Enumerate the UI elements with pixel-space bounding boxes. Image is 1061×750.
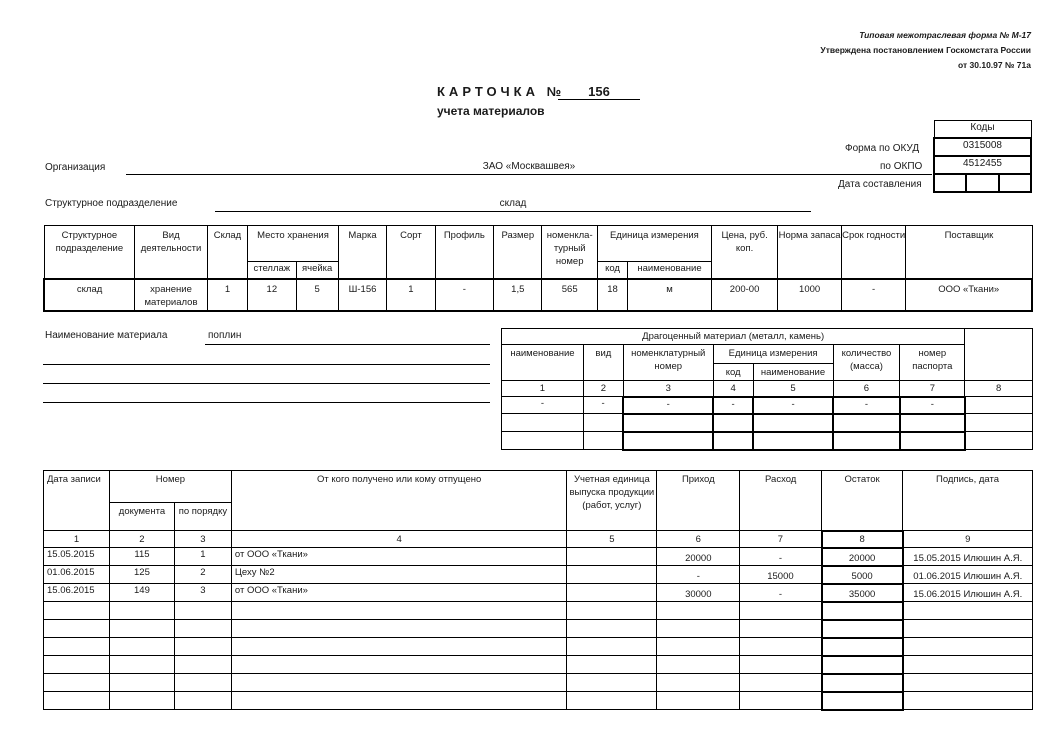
precious-title: Драгоценный материал (металл, камень) bbox=[502, 329, 965, 345]
codes-table bbox=[933, 120, 1032, 193]
th-grade: Сорт bbox=[387, 226, 435, 279]
mnum-7: 7 bbox=[740, 531, 822, 548]
row2-order: 2 bbox=[174, 566, 231, 584]
precious-material-table bbox=[501, 328, 1033, 451]
mnum-6: 6 bbox=[657, 531, 740, 548]
okud-label: Форма по ОКУД bbox=[845, 143, 920, 154]
row1-order: 1 bbox=[174, 548, 231, 566]
okpo-label: по ОКПО bbox=[880, 161, 923, 172]
pnum-6: 6 bbox=[833, 381, 900, 397]
pth-qty: количество (масса) bbox=[833, 345, 900, 381]
row2-date: 01.06.2015 bbox=[44, 566, 110, 584]
row3-in: 30000 bbox=[657, 584, 740, 602]
table-row bbox=[44, 548, 1033, 566]
row3-out: - bbox=[740, 584, 822, 602]
th-profile: Профиль bbox=[435, 226, 493, 279]
row3-from-to: от ООО «Ткани» bbox=[231, 584, 567, 602]
dept-value: склад bbox=[215, 198, 811, 212]
th-warehouse: Склад bbox=[207, 226, 247, 279]
table-row bbox=[44, 692, 1033, 710]
th-unit-name: наименование bbox=[628, 262, 712, 279]
date-label: Дата составления bbox=[838, 179, 922, 190]
pnum-3: 3 bbox=[623, 381, 713, 397]
org-value: ЗАО «Москвашвея» bbox=[126, 161, 932, 175]
card-title: КАРТОЧКА № bbox=[437, 84, 566, 99]
mth-order: по порядку bbox=[174, 503, 231, 531]
mth-unit: Учетная единица выпуска продукции (работ, услуг) bbox=[567, 471, 657, 531]
cell-supplier: ООО «Ткани» bbox=[906, 279, 1032, 311]
row2-sign: 01.06.2015 Илюшин А.Я. bbox=[903, 566, 1033, 584]
th-storage: Место хранения bbox=[248, 226, 339, 262]
pth-name: наименование bbox=[502, 345, 584, 381]
row3-unit bbox=[567, 584, 657, 602]
card-subtitle: учета материалов bbox=[437, 104, 545, 118]
table-row bbox=[44, 602, 1033, 620]
mnum-8: 8 bbox=[822, 531, 903, 548]
form-note bbox=[820, 28, 1031, 73]
th-size: Размер bbox=[494, 226, 542, 279]
pnum-5: 5 bbox=[753, 381, 833, 397]
table-row bbox=[502, 397, 1033, 414]
row1-from-to: от ООО «Ткани» bbox=[231, 548, 567, 566]
table-row bbox=[44, 638, 1033, 656]
material-value: поплин bbox=[208, 330, 242, 341]
table-row bbox=[502, 414, 1033, 432]
mth-number: Номер bbox=[109, 471, 231, 503]
row3-rest: 35000 bbox=[822, 584, 903, 602]
date-day bbox=[934, 174, 966, 192]
pcell-dash-4: - bbox=[713, 397, 753, 414]
cell-price: 200-00 bbox=[711, 279, 778, 311]
th-shelf: Срок годности bbox=[841, 226, 906, 279]
pcell-empty-8 bbox=[965, 397, 1033, 414]
mth-rest: Остаток bbox=[822, 471, 903, 531]
pth-unit: Единица измерения bbox=[713, 345, 833, 364]
th-unit-code: код bbox=[597, 262, 627, 279]
material-line-1 bbox=[205, 344, 490, 345]
precious-numbers-row bbox=[502, 381, 1033, 397]
cell-shelf: - bbox=[841, 279, 906, 311]
precious-blank-header bbox=[965, 329, 1033, 381]
table-row bbox=[44, 620, 1033, 638]
movement-table bbox=[43, 470, 1033, 711]
date-month bbox=[966, 174, 998, 192]
table-row bbox=[44, 584, 1033, 602]
th-struct: Структурное подразделение bbox=[44, 226, 135, 279]
row2-in: - bbox=[657, 566, 740, 584]
cell-profile: - bbox=[435, 279, 493, 311]
material-line-4 bbox=[43, 402, 490, 403]
mth-doc: документа bbox=[109, 503, 174, 531]
table-row bbox=[44, 674, 1033, 692]
card-number: 156 bbox=[558, 84, 640, 100]
material-label: Наименование материала bbox=[45, 330, 168, 341]
pnum-2: 2 bbox=[583, 381, 623, 397]
th-brand: Марка bbox=[338, 226, 386, 279]
pcell-dash-5: - bbox=[753, 397, 833, 414]
th-price: Цена, руб. коп. bbox=[711, 226, 778, 279]
th-activity: Вид деятельности bbox=[135, 226, 208, 279]
mnum-4: 4 bbox=[231, 531, 567, 548]
row1-sign: 15.05.2015 Илюшин А.Я. bbox=[903, 548, 1033, 566]
form-approval-date: от 30.10.97 № 71а bbox=[958, 60, 1031, 70]
th-cell: ячейка bbox=[296, 262, 338, 279]
pnum-7: 7 bbox=[900, 381, 965, 397]
pcell-dash-6: - bbox=[833, 397, 900, 414]
th-unit: Единица измерения bbox=[597, 226, 711, 262]
okpo-value: 4512455 bbox=[934, 156, 1031, 174]
row1-rest: 20000 bbox=[822, 548, 903, 566]
mth-from-to: От кого получено или кому отпущено bbox=[231, 471, 567, 531]
cell-unit-code: 18 bbox=[597, 279, 627, 311]
pth-kind: вид bbox=[583, 345, 623, 381]
mnum-2: 2 bbox=[109, 531, 174, 548]
mnum-5: 5 bbox=[567, 531, 657, 548]
pcell-dash-2: - bbox=[583, 397, 623, 414]
okud-value: 0315008 bbox=[934, 138, 1031, 156]
row1-doc: 115 bbox=[109, 548, 174, 566]
cell-nomenclature: 565 bbox=[542, 279, 597, 311]
table-row bbox=[502, 432, 1033, 450]
table-row bbox=[44, 279, 1032, 311]
mth-in: Приход bbox=[657, 471, 740, 531]
row2-from-to: Цеху №2 bbox=[231, 566, 567, 584]
cell-size: 1,5 bbox=[494, 279, 542, 311]
mth-date: Дата записи bbox=[44, 471, 110, 531]
pth-code: код bbox=[713, 364, 753, 381]
codes-header: Коды bbox=[934, 121, 1031, 139]
date-year bbox=[999, 174, 1031, 192]
pcell-dash-7: - bbox=[900, 397, 965, 414]
table-row bbox=[44, 656, 1033, 674]
cell-brand: Ш-156 bbox=[338, 279, 386, 311]
mth-out: Расход bbox=[740, 471, 822, 531]
row1-out: - bbox=[740, 548, 822, 566]
mth-sign: Подпись, дата bbox=[903, 471, 1033, 531]
pth-nomenclature: номенклатурный номер bbox=[623, 345, 713, 381]
cell-cell: 5 bbox=[296, 279, 338, 311]
row1-in: 20000 bbox=[657, 548, 740, 566]
pnum-8: 8 bbox=[965, 381, 1033, 397]
mnum-9: 9 bbox=[903, 531, 1033, 548]
pnum-4: 4 bbox=[713, 381, 753, 397]
material-attributes-table bbox=[43, 225, 1033, 312]
row3-sign: 15.06.2015 Илюшин А.Я. bbox=[903, 584, 1033, 602]
pcell-dash-1: - bbox=[502, 397, 584, 414]
dept-label: Структурное подразделение bbox=[45, 198, 178, 209]
mnum-3: 3 bbox=[174, 531, 231, 548]
row3-order: 3 bbox=[174, 584, 231, 602]
cell-warehouse: 1 bbox=[207, 279, 247, 311]
pcell-dash-3: - bbox=[623, 397, 713, 414]
th-norm: Норма запаса bbox=[778, 226, 842, 279]
th-rack: стеллаж bbox=[248, 262, 296, 279]
pnum-1: 1 bbox=[502, 381, 584, 397]
row2-unit bbox=[567, 566, 657, 584]
row3-date: 15.06.2015 bbox=[44, 584, 110, 602]
row1-date: 15.05.2015 bbox=[44, 548, 110, 566]
form-type: Типовая межотраслевая форма № М-17 bbox=[859, 30, 1031, 40]
cell-struct: склад bbox=[44, 279, 135, 311]
mnum-1: 1 bbox=[44, 531, 110, 548]
cell-unit-name: м bbox=[628, 279, 712, 311]
pth-passport: номер паспорта bbox=[900, 345, 965, 381]
pth-unit-name: наименование bbox=[753, 364, 833, 381]
table-row bbox=[44, 566, 1033, 584]
movement-numbers-row bbox=[44, 531, 1033, 548]
material-line-2 bbox=[43, 364, 490, 365]
cell-norm: 1000 bbox=[778, 279, 842, 311]
row3-doc: 149 bbox=[109, 584, 174, 602]
cell-grade: 1 bbox=[387, 279, 435, 311]
cell-rack: 12 bbox=[248, 279, 296, 311]
material-line-3 bbox=[43, 383, 490, 384]
row1-unit bbox=[567, 548, 657, 566]
form-approval: Утверждена постановлением Госкомстата России bbox=[820, 45, 1031, 55]
th-supplier: Поставщик bbox=[906, 226, 1032, 279]
row2-out: 15000 bbox=[740, 566, 822, 584]
row2-rest: 5000 bbox=[822, 566, 903, 584]
row2-doc: 125 bbox=[109, 566, 174, 584]
org-label: Организация bbox=[45, 162, 106, 173]
cell-activity: хранение материалов bbox=[135, 279, 208, 311]
th-nomenclature: номенкла-турный номер bbox=[542, 226, 597, 279]
